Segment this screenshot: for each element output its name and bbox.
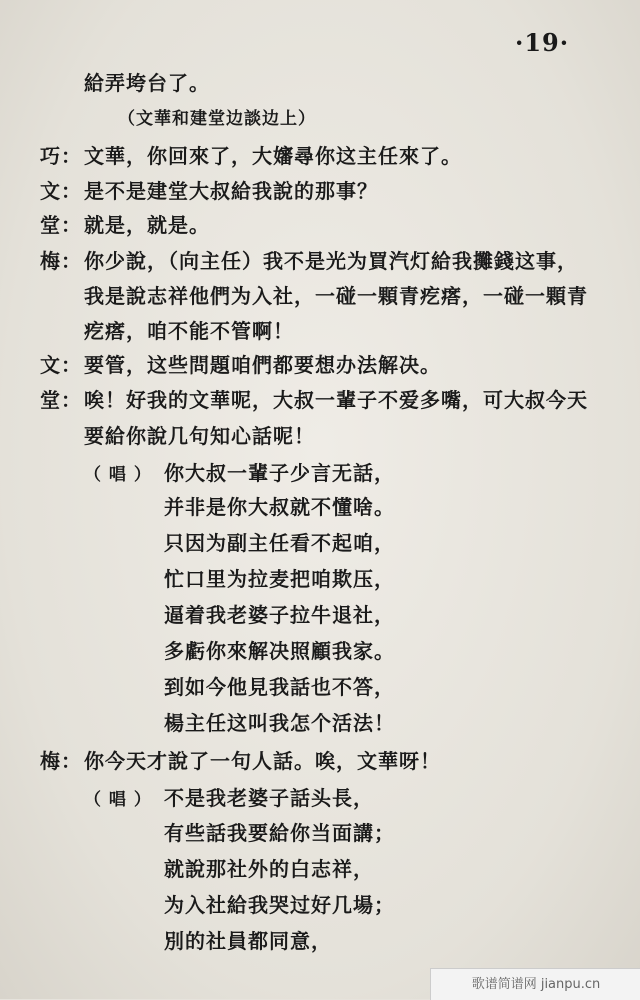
line-text: 只因为副主任看不起咱，: [164, 531, 395, 555]
speaker-label: 堂：: [40, 213, 82, 237]
line-text: 你今天才說了一句人話。唉，文華呀！: [84, 749, 441, 773]
line-text: 別的社員都同意，: [164, 929, 332, 953]
speaker-label: 文：: [40, 353, 82, 377]
speaker-label: 梅：: [40, 249, 82, 273]
line-text: 多虧你來解决照顧我家。: [164, 639, 395, 663]
line-text: 唉！好我的文華呢，大叔一輩子不爱多嘴，可大叔今天: [84, 388, 588, 412]
text-line: [84, 70, 210, 96]
verse-line: [164, 710, 395, 736]
line-text: 到如今他見我話也不答，: [164, 675, 395, 699]
line-text: 我是說志祥他們为入社，一碰一顆青疙瘩，一碰一顆青: [84, 284, 588, 308]
sung-line: [84, 785, 374, 813]
speaker-label: 文：: [40, 179, 82, 203]
site-watermark: 歌谱简谱网 jianpu.cn: [430, 968, 640, 1000]
line-text: 是不是建堂大叔給我說的那事？: [84, 179, 378, 203]
page-number: ·19·: [515, 28, 570, 57]
line-text: 你少說，（向主任）我不是光为買汽灯給我攤錢这事，: [84, 249, 578, 273]
line-text: 要給你說几句知心話呢！: [84, 424, 315, 448]
sing-marker: （ 唱 ）: [84, 790, 152, 810]
verse-line: [164, 856, 374, 882]
line-text: 就說那社外的白志祥，: [164, 857, 374, 881]
text-line: [84, 283, 588, 309]
verse-line: [164, 566, 395, 592]
verse-line: [164, 674, 395, 700]
line-text: 楊主任这叫我怎个活法！: [164, 711, 395, 735]
verse-line: [164, 494, 395, 520]
dialogue-line: [40, 352, 441, 378]
line-text: 文華，你回來了，大嬸尋你这主任來了。: [84, 144, 462, 168]
verse-line: [164, 638, 395, 664]
line-text: 要管，这些問題咱們都要想办法解决。: [84, 353, 441, 377]
line-text: 疙瘩，咱不能不管啊！: [84, 319, 294, 343]
stage-direction: [118, 106, 316, 132]
line-text: 給弄垮台了。: [84, 71, 210, 95]
speaker-label: 巧：: [40, 144, 82, 168]
text-line: [84, 423, 315, 449]
line-text: 有些話我要給你当面講；: [164, 821, 395, 845]
line-text: 并非是你大叔就不懂啥。: [164, 495, 395, 519]
sung-line: [84, 460, 395, 488]
dialogue-line: [40, 212, 210, 238]
dialogue-line: [40, 178, 378, 204]
line-text: 就是，就是。: [84, 213, 210, 237]
line-text: 忙口里为拉麦把咱欺压，: [164, 567, 395, 591]
speaker-label: 梅：: [40, 749, 82, 773]
text-line: [84, 318, 294, 344]
speaker-label: 堂：: [40, 388, 82, 412]
sing-marker: （ 唱 ）: [84, 465, 152, 485]
line-text: （文華和建堂边談边上）: [118, 109, 316, 129]
dialogue-line: [40, 387, 588, 413]
verse-line: [164, 892, 395, 918]
dialogue-line: [40, 248, 578, 274]
verse-line: [164, 530, 395, 556]
verse-line: [164, 820, 395, 846]
line-text: 不是我老婆子話头長，: [164, 786, 374, 810]
line-text: 你大叔一輩子少言无話，: [164, 461, 395, 485]
line-text: 逼着我老婆子拉牛退社，: [164, 603, 395, 627]
dialogue-line: [40, 748, 441, 774]
dialogue-line: [40, 143, 462, 169]
verse-line: [164, 928, 332, 954]
line-text: 为入社給我哭过好几場；: [164, 893, 395, 917]
verse-line: [164, 602, 395, 628]
